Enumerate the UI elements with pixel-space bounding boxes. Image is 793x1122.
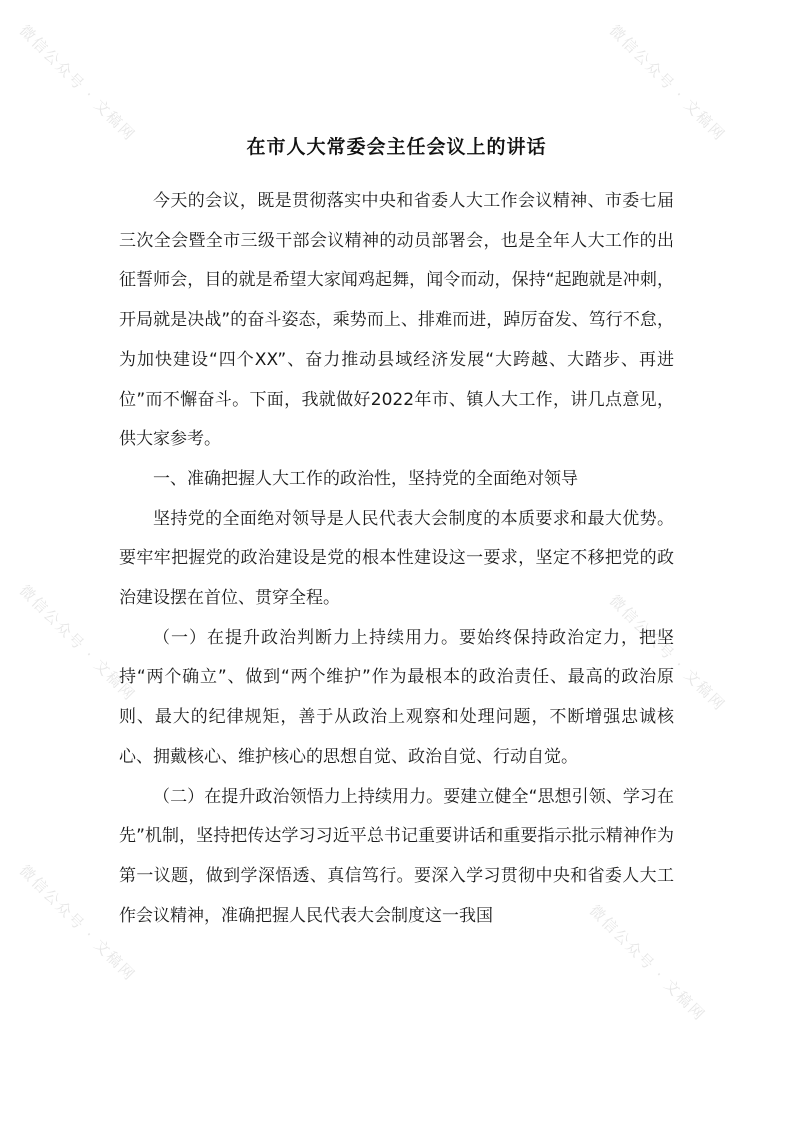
paragraph-subsection-2: （二）在提升政治领悟力上持续用力。要建立健全“思想引领、学习在先”机制，坚持把传达学习习近平总书记重要讲话和重要指示批示精神作为第一议题，做到学深悟透、真信笃行。要深入学习贯彻中央和省委人大工作会议精神，准确把握人民代表大会制度这一我国 xyxy=(119,786,674,926)
paragraph-section-intro: 坚持党的全面绝对领导是人民代表大会制度的本质要求和最大优势。要牢牢把握党的政治建设是党的根本性建设这一要求，坚定不移把党的政治建设摆在首位、贯穿全程。 xyxy=(119,508,674,609)
watermark: 微信公众号 · 文稿网 xyxy=(585,901,710,1025)
document-body xyxy=(119,182,674,936)
section-heading: 一、准确把握人大工作的政治性，坚持党的全面绝对领导 xyxy=(153,468,578,489)
watermark: 微信公众号 · 文稿网 xyxy=(605,591,730,715)
paragraph-subsection-1: （一）在提升政治判断力上持续用力。要始终保持政治定力，把坚持“两个确立”、做到“两个维护”作为最根本的政治责任、最高的政治原则、最大的纪律规矩，善于从政治上观察和处理问题，不断增强忠诚核心、拥戴核心、维护核心的思想自觉、政治自觉、行动自觉。 xyxy=(119,627,674,767)
watermark: 微信公众号 · 文稿网 xyxy=(15,861,140,985)
watermark: 微信公众号 · 文稿网 xyxy=(15,581,140,705)
paragraph-intro: 今天的会议，既是贯彻落实中央和省委人大工作会议精神、市委七届三次全会暨全市三级干部会议精神的动员部署会，也是全年人大工作的出征誓师会，目的就是希望大家闻鸡起舞，闻令而动，保持“起跑就是冲刺，开局就是决战”的奋斗姿态，乘势而上、排难而进，踔厉奋发、笃行不怠，为加快建设“四个XX”、奋力推动县域经济发展“大跨越、大踏步、再进位”而不懈奋斗。下面，我就做好2022年市、镇人大工作，讲几点意见，供大家参考。 xyxy=(119,191,674,450)
document-title: 在市人大常委会主任会议上的讲话 xyxy=(246,136,547,158)
watermark: 微信公众号 · 文稿网 xyxy=(605,21,730,145)
watermark: 微信公众号 · 文稿网 xyxy=(15,21,140,145)
